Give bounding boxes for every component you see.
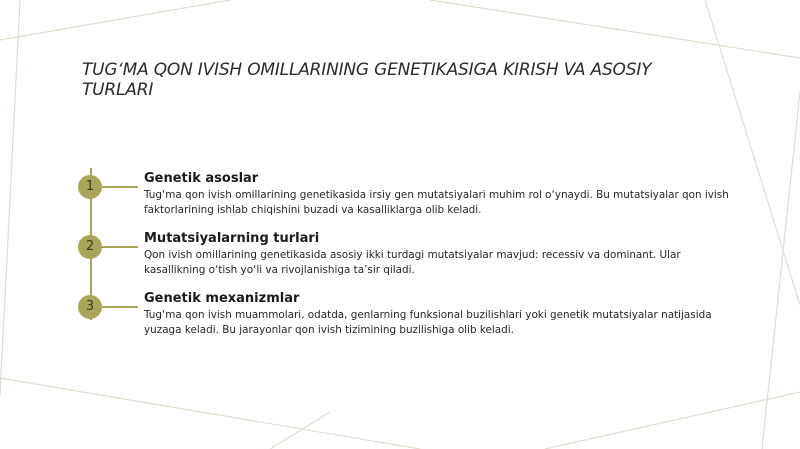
step-heading: Genetik asoslar <box>144 171 259 186</box>
step-number-badge: 2 <box>78 235 102 259</box>
step-description: Tug‘ma qon ivish muammolari, odatda, genlarning funksional buzilishlari yoki genetik mutatsiyalar natijasida yuzaga keladi. Bu jarayonlar qon ivish tizimining buzilishiga olib keladi. <box>144 309 712 336</box>
step-connector-line <box>102 186 138 188</box>
step-connector-line <box>102 306 138 308</box>
step-heading: Genetik mexanizmlar <box>144 291 300 306</box>
step-number-badge: 1 <box>78 175 102 199</box>
step-connector-line <box>102 246 138 248</box>
step-number-badge: 3 <box>78 295 102 319</box>
step-description: Qon ivish omillarining genetikasida asosiy ikki turdagi mutatsiyalar mavjud: recessiv va dominant. Ular kasallikning o‘tish yo‘li va rivojlanishiga ta’sir qiladi. <box>144 249 681 276</box>
slide-title: TUG‘MA QON IVISH OMILLARINING GENETIKASIGA KIRISH VA ASOSIY TURLARI <box>82 60 652 100</box>
step-description: Tug‘ma qon ivish omillarining genetikasida irsiy gen mutatsiyalari muhim rol o‘ynaydi. Bu mutatsiyalar qon ivish faktorlarining ishlab chiqishini buzadi va kasalliklarga olib keladi. <box>144 189 729 216</box>
step-heading: Mutatsiyalarning turlari <box>144 231 320 246</box>
